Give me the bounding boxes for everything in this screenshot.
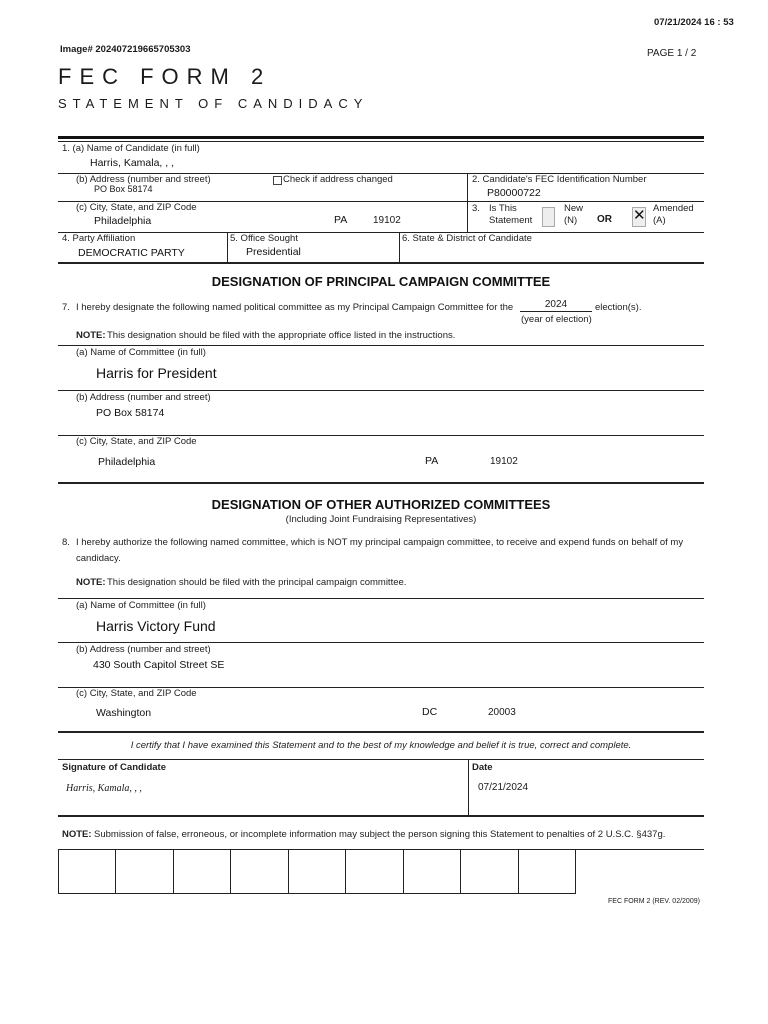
office-use-box bbox=[115, 849, 174, 894]
office-use-box bbox=[173, 849, 231, 894]
divider bbox=[58, 598, 704, 599]
principal-note-label: NOTE: bbox=[76, 330, 106, 341]
principal-committee-name: Harris for President bbox=[96, 365, 217, 381]
office-use-box bbox=[403, 849, 461, 894]
other-subheading: (Including Joint Fundraising Representatives) bbox=[285, 514, 477, 525]
address-changed-label: Check if address changed bbox=[283, 174, 393, 185]
divider bbox=[227, 232, 228, 262]
signature-date: 07/21/2024 bbox=[478, 782, 529, 793]
other-committee-address: 430 South Capitol Street SE bbox=[93, 659, 225, 671]
divider bbox=[58, 731, 704, 733]
new-code: (N) bbox=[564, 215, 578, 226]
other-note: This designation should be filed with the principal campaign committee. bbox=[107, 577, 407, 588]
other-note-label: NOTE: bbox=[76, 577, 106, 588]
other-statement-line1: I hereby authorize the following named committee, which is NOT my principal campaign committee, to receive and expend funds on behalf of my bbox=[76, 537, 684, 548]
other-committee-address-label: (b) Address (number and street) bbox=[76, 644, 211, 655]
other-statement-line2: candidacy. bbox=[76, 553, 121, 564]
candidate-city-label: (c) City, State, and ZIP Code bbox=[76, 202, 197, 213]
divider bbox=[58, 642, 704, 643]
election-suffix: election(s). bbox=[595, 302, 642, 313]
principal-item-number: 7. bbox=[62, 302, 70, 313]
divider bbox=[58, 141, 704, 142]
fec-id-label: 2. Candidate's FEC Identification Number bbox=[472, 174, 647, 185]
divider bbox=[58, 262, 704, 264]
address-changed-checkbox[interactable] bbox=[273, 176, 282, 185]
office-use-box bbox=[460, 849, 519, 894]
timestamp: 07/21/2024 16 : 53 bbox=[654, 17, 734, 28]
other-committee-name: Harris Victory Fund bbox=[96, 618, 216, 634]
other-committee-name-label: (a) Name of Committee (in full) bbox=[76, 600, 206, 611]
election-year: 2024 bbox=[544, 299, 568, 310]
candidate-state: PA bbox=[334, 214, 348, 226]
office-label: 5. Office Sought bbox=[230, 233, 298, 244]
year-caption: (year of election) bbox=[521, 314, 592, 325]
party-affiliation: DEMOCRATIC PARTY bbox=[78, 247, 185, 259]
principal-committee-zip: 19102 bbox=[490, 456, 518, 467]
divider bbox=[58, 232, 704, 233]
divider bbox=[58, 815, 704, 817]
footer-note: Submission of false, erroneous, or incomplete information may subject the person signing this Statement to penalties of 2 U.S.C. §437g. bbox=[94, 829, 666, 840]
principal-committee-city: Philadelphia bbox=[98, 456, 156, 468]
statement-number: 3. bbox=[472, 203, 480, 214]
office-use-box bbox=[58, 849, 116, 894]
is-this-label: Is This bbox=[489, 203, 517, 214]
candidate-zip: 19102 bbox=[373, 215, 401, 226]
principal-statement: I hereby designate the following named political committee as my Principal Campaign Committee for the bbox=[76, 302, 514, 313]
office-sought: Presidential bbox=[246, 246, 301, 258]
committee-city-label: (c) City, State, and ZIP Code bbox=[76, 436, 197, 447]
certification-text: I certify that I have examined this Statement and to the best of my knowledge and belief it is true, correct and complete. bbox=[130, 740, 632, 751]
amended-code: (A) bbox=[653, 215, 666, 226]
divider bbox=[468, 759, 469, 815]
office-use-box bbox=[518, 849, 576, 894]
divider bbox=[58, 390, 704, 391]
divider bbox=[467, 173, 468, 233]
committee-name-label: (a) Name of Committee (in full) bbox=[76, 347, 206, 358]
divider bbox=[520, 311, 592, 312]
image-number: Image# 202407219665705303 bbox=[60, 44, 191, 55]
office-use-box bbox=[288, 849, 346, 894]
other-item-number: 8. bbox=[62, 537, 70, 548]
other-committee-zip: 20003 bbox=[488, 707, 516, 718]
other-committee-city: Washington bbox=[96, 707, 152, 719]
amended-label: Amended bbox=[653, 203, 694, 214]
divider bbox=[58, 759, 704, 760]
candidate-city: Philadelphia bbox=[94, 215, 152, 227]
form-subtitle: STATEMENT OF CANDIDACY bbox=[58, 96, 369, 111]
fec-id: P80000722 bbox=[487, 187, 541, 199]
form-title: FEC FORM 2 bbox=[58, 64, 272, 89]
statement-label: Statement bbox=[489, 215, 533, 226]
committee-address-label: (b) Address (number and street) bbox=[76, 392, 211, 403]
principal-note: This designation should be filed with the appropriate office listed in the instructions. bbox=[107, 330, 456, 341]
candidate-address: PO Box 58174 bbox=[94, 184, 153, 194]
divider bbox=[58, 136, 704, 139]
divider bbox=[58, 482, 704, 484]
principal-committee-state: PA bbox=[425, 455, 439, 467]
page-indicator: PAGE 1 / 2 bbox=[647, 48, 697, 59]
office-use-box bbox=[345, 849, 404, 894]
other-committee-city-label: (c) City, State, and ZIP Code bbox=[76, 688, 197, 699]
divider bbox=[575, 849, 704, 850]
candidate-signature: Harris, Kamala, , , bbox=[66, 783, 142, 794]
office-use-box bbox=[230, 849, 289, 894]
new-label: New bbox=[564, 203, 584, 214]
principal-committee-address: PO Box 58174 bbox=[96, 407, 165, 419]
district-label: 6. State & District of Candidate bbox=[402, 233, 532, 244]
date-label: Date bbox=[472, 762, 493, 773]
candidate-address-label: (b) Address (number and street) bbox=[76, 174, 211, 185]
divider bbox=[399, 232, 400, 262]
divider bbox=[58, 345, 704, 346]
other-heading: DESIGNATION OF OTHER AUTHORIZED COMMITTEES bbox=[211, 497, 551, 512]
or-label: OR bbox=[597, 214, 612, 225]
form-revision: FEC FORM 2 (REV. 02/2009) bbox=[608, 898, 700, 905]
party-label: 4. Party Affiliation bbox=[62, 233, 136, 244]
principal-heading: DESIGNATION OF PRINCIPAL CAMPAIGN COMMITTEE bbox=[211, 274, 551, 289]
other-committee-state: DC bbox=[422, 706, 438, 718]
new-checkbox[interactable] bbox=[542, 207, 555, 227]
signature-label: Signature of Candidate bbox=[62, 762, 166, 773]
candidate-name: Harris, Kamala, , , bbox=[90, 157, 175, 169]
candidate-name-label: 1. (a) Name of Candidate (in full) bbox=[62, 143, 200, 154]
amended-checkbox[interactable]: ✕ bbox=[632, 207, 646, 227]
footer-note-label: NOTE: bbox=[62, 829, 92, 840]
